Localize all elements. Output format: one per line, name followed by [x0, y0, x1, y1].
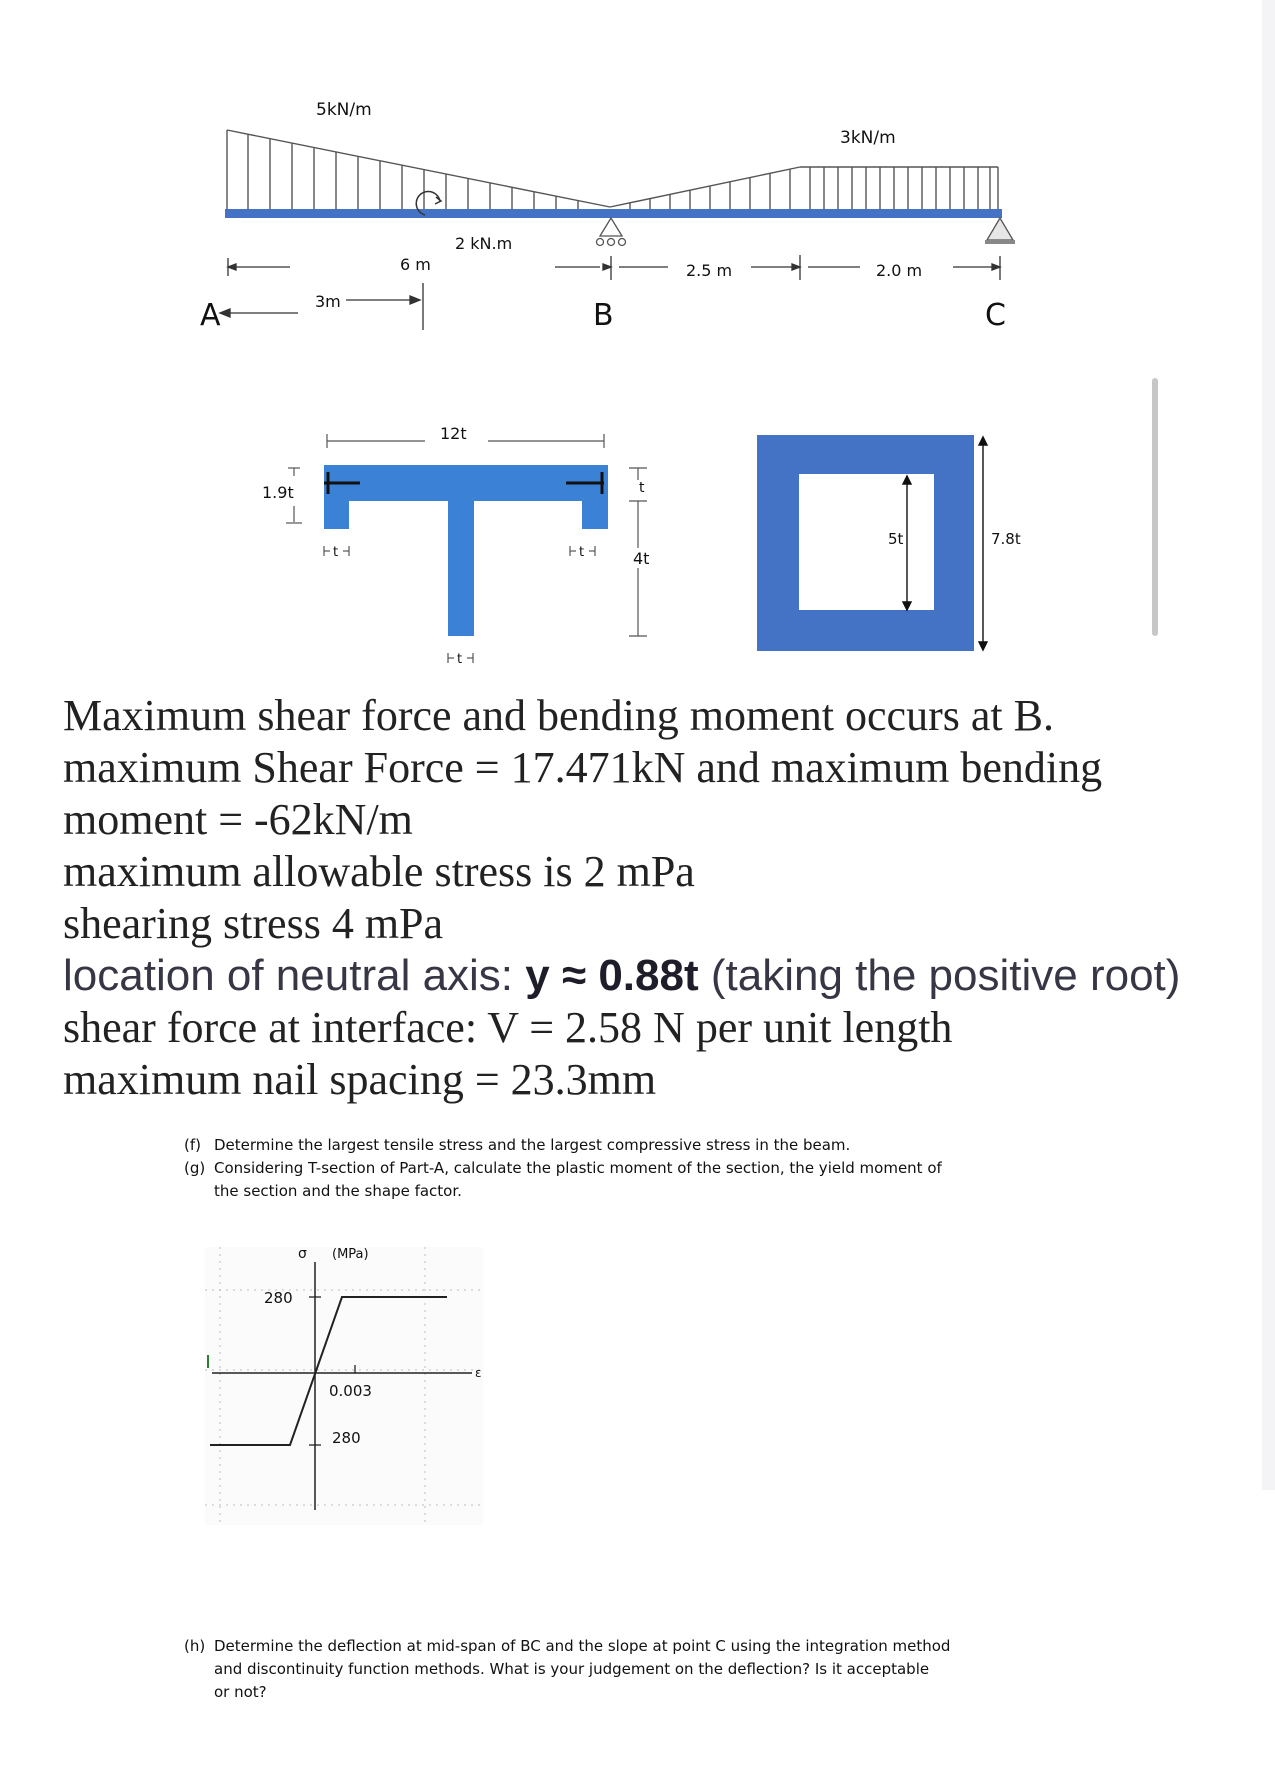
- result-line-6: [63, 950, 1263, 1002]
- load-label-right: 3kN/m: [840, 128, 896, 148]
- stress-top-label: 280: [264, 1289, 293, 1307]
- stress-strain-chart: [205, 1246, 483, 1525]
- question-h-block: [184, 1635, 964, 1704]
- stress-unit-label: (MPa): [332, 1247, 369, 1262]
- moment-label: 2 kN.m: [455, 234, 513, 253]
- t-section: [262, 424, 649, 667]
- neutral-axis-prefix: location of neutral axis:: [63, 951, 526, 1000]
- dim-t-web: t: [457, 652, 463, 667]
- neutral-axis-suffix: (taking the positive root): [698, 951, 1181, 1000]
- dim-6m: 6 m: [400, 255, 431, 274]
- dim-4t: 4t: [633, 549, 650, 568]
- dim-3m: 3m: [315, 292, 341, 311]
- question-g-label: (g): [184, 1159, 206, 1177]
- question-f-g-block: [184, 1134, 964, 1203]
- dim-t-left-lip: t: [333, 545, 339, 560]
- strain-label: 0.003: [329, 1382, 372, 1400]
- dim-12t: 12t: [440, 424, 467, 443]
- dim-t-flange: t: [639, 480, 645, 496]
- t-web: [448, 499, 474, 636]
- dim-2-5m: 2.5 m: [686, 261, 733, 280]
- result-line-1: Maximum shear force and bending moment occurs at B.: [63, 691, 1054, 740]
- dim-1-9t: 1.9t: [262, 483, 294, 502]
- dim-2-0m: 2.0 m: [876, 261, 923, 280]
- question-h-text-2: and discontinuity function methods. What is your judgement on the deflection? Is it acceptable: [214, 1660, 930, 1678]
- dim-5t: 5t: [888, 530, 904, 548]
- dim-7-8t: 7.8t: [991, 530, 1021, 548]
- result-line-7: shear force at interface: V = 2.58 N per unit length: [63, 1003, 953, 1052]
- question-f-label: (f): [184, 1136, 201, 1154]
- pin-support-c: [985, 218, 1015, 244]
- result-line-4: maximum allowable stress is 2 mPa: [63, 847, 695, 896]
- epsilon-symbol: ε: [475, 1366, 482, 1380]
- sigma-symbol: σ: [298, 1246, 307, 1262]
- result-line-3: moment = -62kN/m: [63, 795, 413, 844]
- result-line-8: maximum nail spacing = 23.3mm: [63, 1055, 657, 1104]
- box-inner: [799, 474, 934, 610]
- question-g-text-1: Considering T-section of Part-A, calculate the plastic moment of the section, the yield moment of: [214, 1159, 942, 1177]
- results-notes: [63, 690, 1263, 1106]
- question-g-text-2: the section and the shape factor.: [214, 1182, 462, 1200]
- question-h-label: (h): [184, 1637, 206, 1655]
- left-distributed-load: [227, 130, 610, 210]
- point-c-label: C: [985, 298, 1006, 333]
- load-label-left: 5kN/m: [316, 100, 372, 120]
- question-h: [184, 1635, 964, 1658]
- scrollbar-thumb[interactable]: [1152, 378, 1158, 636]
- question-f: [184, 1134, 964, 1157]
- question-f-text: Determine the largest tensile stress and the largest compressive stress in the beam.: [214, 1136, 851, 1154]
- stress-bottom-label: 280: [332, 1429, 361, 1447]
- question-h-text-1: Determine the deflection at mid-span of BC and the slope at point C using the integration method: [214, 1637, 951, 1655]
- t-right-lip: [582, 465, 608, 529]
- dim-t-right-lip: t: [579, 545, 585, 560]
- right-distributed-load: [610, 167, 998, 210]
- result-line-2: maximum Shear Force = 17.471kN and maximum bending: [63, 743, 1103, 792]
- page-edge: [1262, 0, 1275, 1490]
- beam-diagram: [200, 100, 1015, 333]
- beam: [225, 209, 1002, 218]
- point-a-label: A: [200, 298, 221, 333]
- point-b-label: B: [593, 298, 614, 333]
- neutral-axis-value: y ≈ 0.88t: [525, 951, 699, 1000]
- question-g: [184, 1157, 964, 1180]
- result-line-5: shearing stress 4 mPa: [63, 899, 444, 948]
- t-flange: [324, 465, 608, 501]
- question-h-text-3: or not?: [214, 1683, 267, 1701]
- box-section: [757, 435, 1021, 651]
- roller-support-b: [597, 218, 626, 246]
